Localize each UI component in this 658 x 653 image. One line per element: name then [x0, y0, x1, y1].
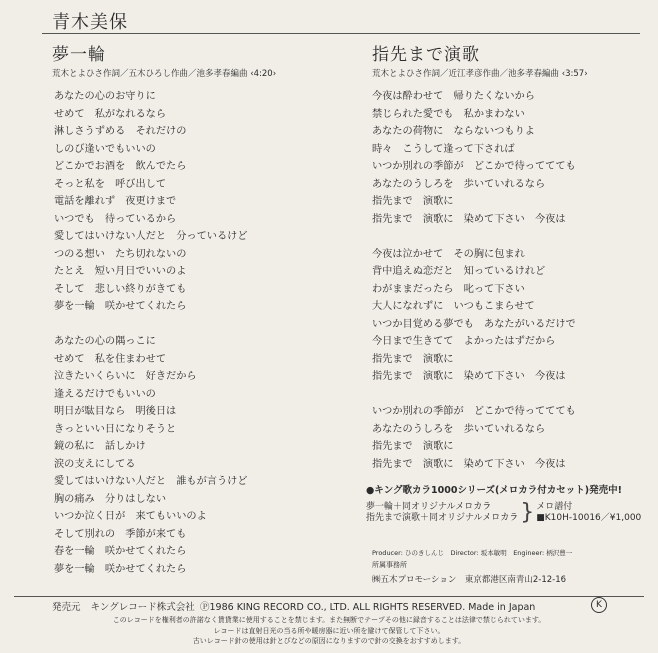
song2-header — [372, 40, 588, 79]
lyric-line: 今夜は酔わせて 帰りたくないから — [372, 91, 535, 102]
lyric-line: きっといい日になりそうと — [54, 423, 177, 435]
lyric-stanza-gap — [372, 228, 576, 246]
promo-box — [366, 482, 644, 524]
lyric-line: たとえ 短い月日でいいのよ — [54, 266, 187, 277]
lyric-stanza-gap — [54, 316, 248, 334]
lyric-line: わがままだったら 叱って下さい — [372, 283, 525, 295]
bottom-divider — [14, 596, 644, 597]
lyric-line: いつか泣く日が 来てもいいのよ — [54, 511, 207, 522]
lyric-line: いつか別れの季節が どこかで待っててても — [372, 406, 576, 417]
lyric-line: あなたの荷物に ならないつもりよ — [372, 126, 535, 137]
lyric-line: 淋しさうずめる それだけの — [54, 126, 187, 137]
lyric-line: 電話を離れず 夜更けまで — [54, 196, 177, 207]
lyric-line: そっと私を 呼び出して — [54, 178, 167, 190]
lyric-line: しのび逢いでもいいの — [54, 143, 156, 155]
lyric-line: 指先まで 演歌に 染めて下さい 今夜は — [372, 371, 566, 382]
lyric-line: 今日まで生きてて よかったはずだから — [372, 336, 556, 347]
office-info — [372, 560, 566, 585]
song1-header — [52, 40, 276, 79]
lyric-line: あなたのうしろを 歩いていれるなら — [372, 423, 546, 435]
lyric-line: 鏡の私に 話しかけ — [54, 441, 146, 452]
lyric-line: 指先まで 演歌に — [372, 196, 454, 207]
lyric-line: 時々 こうして逢って下されば — [372, 143, 515, 155]
lyric-line: 泣きたいくらいに 好きだから — [54, 371, 197, 382]
promo-headline: ●キング歌カラ1000シリーズ(メロカラ付カセット)発売中! — [366, 485, 622, 496]
footer-seller — [52, 599, 209, 613]
song2-title: 指先まで演歌 — [372, 45, 480, 65]
office-address: 東京都港区南青山2-12-16 — [464, 575, 567, 585]
lyric-line: そして 悲しい終りがきても — [54, 283, 187, 295]
seller-label: 発売元 — [52, 602, 81, 613]
lyric-line: いつか目覚める夢でも あなたがいるだけで — [372, 318, 576, 330]
lyric-line: 胸の痛み 分りはしない — [54, 493, 167, 505]
lyric-line: 背中追えぬ恋だと 知っているけれど — [372, 266, 546, 277]
song1-credits: 荒木とよひさ作詞／五木ひろし作曲／池多孝春編曲 ‹4:20› — [52, 69, 277, 79]
promo-item-1: 夢一輪＋同オリジナルメロカラ — [366, 502, 492, 512]
lyric-line: いつか別れの季節が どこかで待っててても — [372, 161, 576, 172]
song1-title: 夢一輪 — [52, 45, 106, 65]
lyric-line: せめて 私を住まわせて — [54, 353, 167, 365]
lyric-line: 指先まで 演歌に — [372, 353, 454, 365]
seller-name: キングレコード株式会社 — [90, 602, 195, 613]
promo-catalog: ■K10H-10016／¥1,000 — [536, 513, 642, 523]
lyric-line: いつでも 待っているから — [54, 213, 177, 225]
lyric-line: 逢えるだけでもいいの — [54, 388, 156, 400]
lyric-line: そして別れの 季節が来ても — [54, 528, 187, 540]
lyric-line: 愛してはいけない人だと 誰もが言うけど — [54, 476, 248, 487]
lyric-line: あなたの心の隅っこに — [54, 336, 156, 347]
lyric-line: 涙の支えにしてる — [54, 458, 136, 470]
lyric-line: あなたの心のお守りに — [54, 91, 156, 102]
notice-line-3: 古いレコード針の使用は針とびなどの原因になりますので針の交換をおすすめします。 — [192, 637, 466, 645]
promo-items — [366, 502, 644, 524]
notice-line-1: このレコードを権利者の許諾なく賃貸業に使用することを禁じます。また無断でテープその他に録音することは法律で禁じられています。 — [112, 616, 546, 624]
song2-lyrics — [372, 88, 576, 473]
office-name-address — [372, 573, 566, 585]
lyric-line: 明日が駄目なら 明後日は — [54, 406, 177, 417]
promo-note: メロ譜付 — [536, 502, 573, 512]
lyric-line: 指先まで 演歌に 染めて下さい 今夜は — [372, 213, 566, 225]
lyric-line: 大人になれずに いつもこまらせて — [372, 301, 535, 312]
lyric-line: せめて 私がなれるなら — [54, 108, 167, 120]
lyric-line: 春を一輪 咲かせてくれたら — [54, 546, 187, 557]
artist-name: 青木美保 — [52, 12, 128, 33]
notice-line-2: レコードは直射日光の当る所や暖房器に近い所を避けて保管して下さい。 — [213, 627, 445, 635]
song2-credits: 荒木とよひさ作詞／近江孝彦作曲／池多孝春編曲 ‹3:57› — [372, 69, 588, 79]
top-divider — [42, 33, 640, 34]
lyric-line: つのる想い たち切れないの — [54, 248, 187, 260]
lyric-line: 指先まで 演歌に 染めて下さい 今夜は — [372, 458, 566, 470]
lyric-line: どこかでお酒を 飲んでたら — [54, 161, 187, 172]
copyright: Ⓟ1986 KING RECORD CO., LTD. ALL RIGHTS RESERVED. Made in Japan — [200, 602, 536, 613]
king-logo-icon: K — [591, 597, 607, 613]
lyric-line: 禁じられた愛でも 私かまわない — [372, 108, 525, 120]
brace-icon: } — [520, 500, 535, 525]
lyric-stanza-gap — [372, 386, 576, 404]
lyric-line: 夢を一輪 咲かせてくれたら — [54, 301, 187, 312]
song1-lyrics — [54, 88, 248, 578]
lyric-line: 今夜は泣かせて その胸に包まれ — [372, 248, 525, 260]
lyric-line: あなたのうしろを 歩いていれるなら — [372, 178, 546, 190]
staff-credits: Producer: ひのきしんじ Director: 坂本敏明 Engineer: 柄沢豊一 — [372, 549, 573, 557]
lyric-line: 夢を一輪 咲かせてくれたら — [54, 563, 187, 575]
office-name: ㈱五木プロモーション — [372, 575, 457, 585]
office-label: 所属事務所 — [372, 561, 407, 569]
lyric-line: 愛してはいけない人だと 分っているけど — [54, 231, 248, 242]
lyric-line: 指先まで 演歌に — [372, 441, 454, 452]
promo-item-2: 指先まで演歌＋同オリジナルメロカラ — [366, 513, 519, 523]
